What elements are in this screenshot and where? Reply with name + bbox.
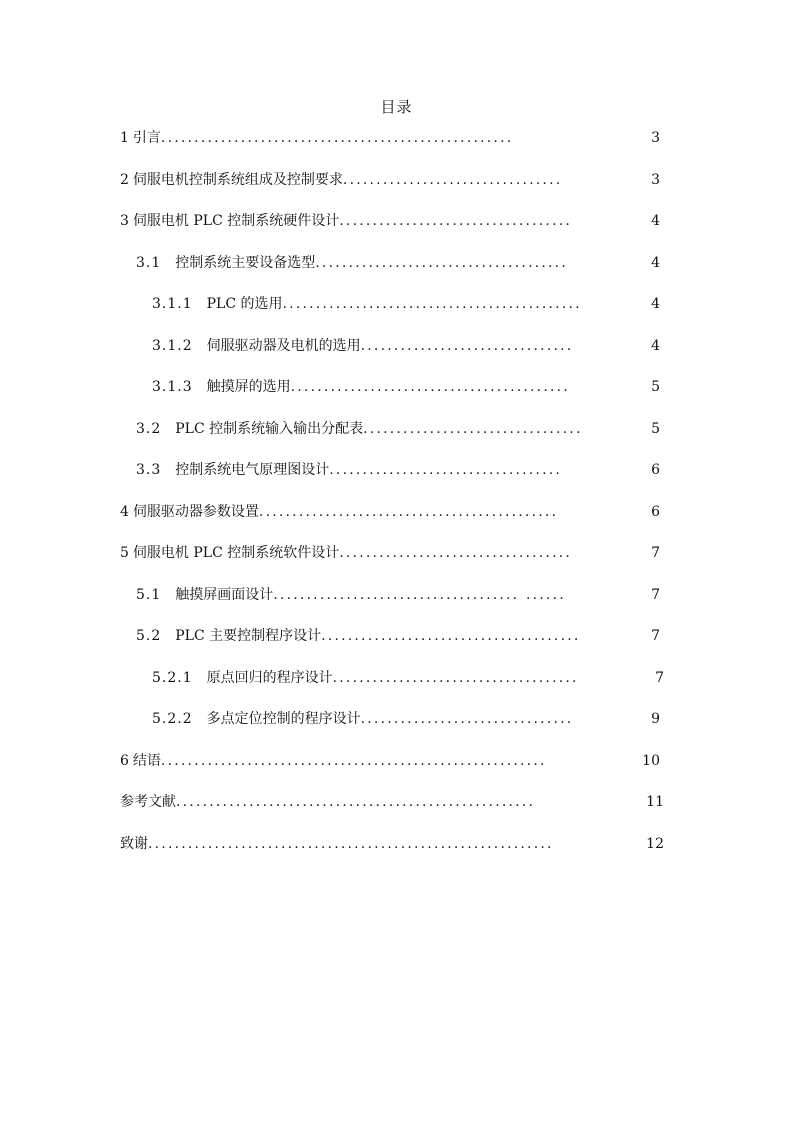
toc-entry-number: 3.1.3 — [152, 379, 193, 395]
toc-entry-number: 3.1.2 — [152, 338, 193, 354]
toc-entry-label — [120, 128, 161, 148]
toc-leader-dots: ................................... — [339, 545, 573, 561]
toc-entry-5-2-2[interactable] — [152, 709, 660, 729]
toc-entry-text: 伺服电机 PLC 控制系统硬件设计 — [132, 213, 340, 229]
toc-page-number: 5 — [651, 421, 660, 437]
toc-page-number: 3 — [651, 172, 660, 188]
toc-leader-dots: ............................................................. — [148, 836, 554, 852]
toc-entry-text: 原点回归的程序设计 — [206, 670, 333, 686]
toc-entry-label — [152, 377, 291, 397]
toc-page-number: 12 — [646, 836, 664, 852]
toc-leader-dots: ................................ — [360, 711, 574, 727]
toc-entry-1[interactable] — [120, 128, 660, 148]
toc-entry-text: PLC 主要控制程序设计 — [175, 628, 322, 644]
toc-entry-label — [152, 709, 361, 729]
toc-entry-label — [120, 543, 339, 563]
toc-entry-number: 3.1.1 — [152, 296, 193, 312]
toc-leader-dots: ....................................... — [321, 628, 581, 644]
toc-entry-text: 伺服电机 PLC 控制系统软件设计 — [132, 545, 340, 561]
toc-entry-text: PLC 的选用 — [206, 296, 283, 312]
toc-entry-number: 4 — [120, 504, 129, 520]
toc-leader-dots: .......................................................... — [160, 753, 547, 769]
toc-leader-dots: ................................. — [363, 421, 583, 437]
toc-leader-dots: ..................................................... — [160, 130, 514, 146]
toc-entry-label — [120, 792, 176, 812]
toc-entry-number: 5.2.2 — [152, 711, 193, 727]
toc-entry-3-1-3[interactable] — [152, 377, 660, 397]
toc-entry-text: 控制系统主要设备选型 — [175, 255, 316, 271]
toc-entry-label — [120, 834, 148, 854]
toc-leader-dots: ............................................. — [258, 504, 559, 520]
toc-leader-dots: ................................... — [339, 213, 573, 229]
toc-entry-number: 3.2 — [136, 421, 162, 437]
toc-entry-label — [120, 211, 339, 231]
toc-entry-label — [136, 460, 329, 480]
toc-entry-text: 伺服电机控制系统组成及控制要求 — [132, 172, 343, 188]
toc-entry-3-1[interactable] — [136, 253, 660, 273]
toc-entry-references[interactable] — [120, 792, 664, 812]
toc-entry-5-2-1[interactable] — [152, 668, 664, 688]
toc-entry-text: 参考文献 — [120, 794, 176, 810]
toc-page-number: 7 — [651, 587, 660, 603]
toc-entry-number: 5.1 — [136, 587, 162, 603]
toc-page-number: 4 — [651, 255, 660, 271]
toc-entry-text: PLC 控制系统输入输出分配表 — [175, 421, 364, 437]
toc-leader-dots: ............................................. — [282, 296, 582, 312]
toc-entry-text: 结语 — [132, 753, 161, 769]
toc-entry-5-2[interactable] — [136, 626, 660, 646]
toc-entry-label — [120, 751, 161, 771]
toc-entry-label — [136, 253, 315, 273]
toc-entry-5-1[interactable] — [136, 585, 660, 605]
toc-entry-3-1-2[interactable] — [152, 336, 660, 356]
toc-entry-label — [152, 668, 333, 688]
toc-entry-text: 伺服驱动器及电机的选用 — [206, 338, 361, 354]
toc-entry-2[interactable] — [120, 170, 660, 190]
toc-page-number: 5 — [651, 379, 660, 395]
toc-entry-3-1-1[interactable] — [152, 294, 660, 314]
toc-entry-text: 引言 — [132, 130, 161, 146]
toc-entry-label — [120, 170, 343, 190]
toc-leader-dots: ...................................... — [315, 255, 568, 271]
toc-page-number: 11 — [646, 794, 664, 810]
toc-entry-number: 3.3 — [136, 462, 162, 478]
toc-leader-dots: ................................... — [329, 462, 563, 478]
toc-page-number: 4 — [651, 213, 660, 229]
toc-page-number: 6 — [651, 462, 660, 478]
toc-entry-acknowledgements[interactable] — [120, 834, 664, 854]
toc-entry-number: 5 — [120, 545, 129, 561]
toc-entry-number: 3 — [120, 213, 129, 229]
toc-entry-text: 控制系统电气原理图设计 — [175, 462, 330, 478]
toc-entry-6[interactable] — [120, 751, 660, 771]
toc-entry-number: 2 — [120, 172, 129, 188]
toc-entry-3[interactable] — [120, 211, 660, 231]
toc-entry-label — [136, 585, 273, 605]
toc-leader-dots: ...................................................... — [176, 794, 536, 810]
toc-page-number: 4 — [651, 296, 660, 312]
toc-entry-text: 伺服驱动器参数设置 — [132, 504, 259, 520]
toc-page-number: 4 — [651, 338, 660, 354]
toc-entry-text: 多点定位控制的程序设计 — [206, 711, 361, 727]
toc-page-number: 7 — [651, 545, 660, 561]
toc-entry-text: 触摸屏的选用 — [206, 379, 291, 395]
toc-page-number: 7 — [651, 628, 660, 644]
toc-title: 目录 — [380, 98, 413, 116]
toc-entry-label — [136, 626, 321, 646]
toc-entry-3-2[interactable] — [136, 419, 660, 439]
toc-entry-number: 1 — [120, 130, 129, 146]
toc-entry-number: 5.2 — [136, 628, 162, 644]
toc-entry-4[interactable] — [120, 502, 660, 522]
toc-entry-label — [120, 502, 259, 522]
toc-entry-text: 触摸屏画面设计 — [175, 587, 274, 603]
toc-page-number: 10 — [642, 753, 660, 769]
toc-leader-dots: ..................................... — [332, 670, 579, 686]
toc-leader-dots: ................................. — [342, 172, 563, 188]
toc-entry-label — [152, 294, 283, 314]
toc-page-number: 9 — [651, 711, 660, 727]
toc-entry-5[interactable] — [120, 543, 660, 563]
toc-entry-label — [136, 419, 363, 439]
toc-page-number: 3 — [651, 130, 660, 146]
toc-page-number: 7 — [655, 670, 664, 686]
toc-entry-number: 6 — [120, 753, 129, 769]
toc-leader-dots: .......................................... — [290, 379, 570, 395]
toc-page-number: 6 — [651, 504, 660, 520]
toc-entry-text: 致谢 — [120, 836, 148, 852]
toc-leader-dots: ................................ — [360, 338, 574, 354]
toc-leader-dots: ..................................... ...... — [273, 587, 566, 603]
toc-entry-number: 3.1 — [136, 255, 162, 271]
toc-entry-number: 5.2.1 — [152, 670, 193, 686]
toc-entry-label — [152, 336, 361, 356]
toc-entry-3-3[interactable] — [136, 460, 660, 480]
